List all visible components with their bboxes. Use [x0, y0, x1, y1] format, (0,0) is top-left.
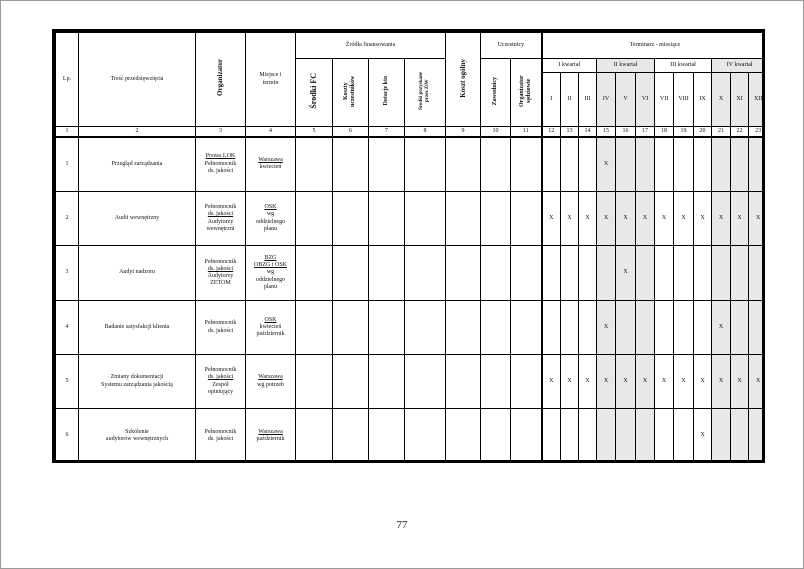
month-mark-cell: X — [694, 409, 712, 464]
month-mark-cell — [694, 137, 712, 192]
column-number: 23 — [749, 127, 765, 137]
tresc-header: Treść przedsięwzięcia — [79, 33, 196, 127]
koszt-ogolny-header: Koszt ogólny — [446, 33, 481, 127]
table-row — [56, 137, 766, 192]
empty-cell — [446, 246, 481, 301]
table-row — [56, 192, 766, 246]
month-mark-cell: X — [712, 355, 731, 409]
empty-cell — [481, 192, 511, 246]
month-mark-cell — [542, 137, 561, 192]
empty-cell — [446, 409, 481, 464]
row-tresc: Przegląd zarządzania — [79, 137, 196, 192]
month-mark-cell: X — [616, 355, 636, 409]
column-number: 22 — [731, 127, 749, 137]
row-organizator: Pełnomocnik ds. jakości Audytorzy ZETOM — [196, 246, 246, 301]
month-mark-cell: X — [597, 355, 616, 409]
month-mark-cell — [636, 301, 655, 355]
month-mark-cell: X — [749, 192, 765, 246]
column-number: 3 — [196, 127, 246, 137]
month-mark-cell — [542, 301, 561, 355]
column-number: 21 — [712, 127, 731, 137]
column-number: 20 — [694, 127, 712, 137]
empty-cell — [333, 192, 369, 246]
month-mark-cell — [674, 301, 694, 355]
month-mark-cell — [674, 246, 694, 301]
month-mark-cell: X — [731, 355, 749, 409]
column-number: 14 — [579, 127, 597, 137]
plan-table-frame — [52, 29, 765, 463]
empty-cell — [333, 409, 369, 464]
month-header: I — [542, 73, 561, 127]
column-number: 17 — [636, 127, 655, 137]
zrodla-header: Źródła finansowania — [296, 33, 446, 59]
month-mark-cell — [655, 137, 674, 192]
row-miejsce: Warszawa kwiecień — [246, 137, 296, 192]
month-mark-cell — [731, 246, 749, 301]
month-mark-cell: X — [636, 192, 655, 246]
empty-cell — [296, 355, 333, 409]
quarter-2-header: II kwartał — [597, 59, 655, 73]
month-mark-cell: X — [597, 137, 616, 192]
month-mark-cell: X — [561, 192, 579, 246]
row-number: 4 — [56, 301, 79, 355]
month-header: V — [616, 73, 636, 127]
month-mark-cell — [731, 137, 749, 192]
empty-cell — [511, 137, 542, 192]
month-mark-cell — [616, 409, 636, 464]
column-number: 9 — [446, 127, 481, 137]
month-header: II — [561, 73, 579, 127]
plan-rows — [56, 137, 766, 464]
month-mark-cell — [616, 137, 636, 192]
row-tresc: Audit wewnętrzny — [79, 192, 196, 246]
organizator-header: Organizator — [196, 33, 246, 127]
empty-cell — [405, 137, 446, 192]
month-mark-cell: X — [731, 192, 749, 246]
empty-cell — [405, 409, 446, 464]
terminarz-header: Terminarz - miesiące — [542, 33, 765, 59]
empty-cell — [296, 246, 333, 301]
row-miejsce: OSK kwiecień październik — [246, 301, 296, 355]
row-miejsce: Warszawa wg potrzeb — [246, 355, 296, 409]
table-row — [56, 301, 766, 355]
row-tresc: Szkolenie audytorów wewnętrznych — [79, 409, 196, 464]
empty-cell — [481, 137, 511, 192]
month-mark-cell — [561, 246, 579, 301]
quarter-1-header: I kwartał — [542, 59, 597, 73]
month-mark-cell — [749, 301, 765, 355]
month-mark-cell: X — [749, 355, 765, 409]
month-mark-cell: X — [579, 192, 597, 246]
empty-cell — [511, 355, 542, 409]
month-mark-cell: X — [597, 192, 616, 246]
column-number: 11 — [511, 127, 542, 137]
month-header: X — [712, 73, 731, 127]
month-mark-cell: X — [579, 355, 597, 409]
empty-cell — [333, 137, 369, 192]
column-number: 2 — [79, 127, 196, 137]
srodki-ziw-header: Środki pozyskane przez ZiW — [405, 59, 446, 127]
month-mark-cell — [712, 246, 731, 301]
month-mark-cell — [542, 409, 561, 464]
column-number: 5 — [296, 127, 333, 137]
table-row — [56, 355, 766, 409]
empty-cell — [446, 301, 481, 355]
row-organizator: Pełnomocnik ds. jakości — [196, 409, 246, 464]
table-row — [56, 409, 766, 464]
month-mark-cell: X — [712, 301, 731, 355]
empty-cell — [369, 192, 405, 246]
column-number: 18 — [655, 127, 674, 137]
month-mark-cell — [561, 301, 579, 355]
month-mark-cell — [749, 409, 765, 464]
month-mark-cell — [597, 409, 616, 464]
month-mark-cell: X — [674, 192, 694, 246]
row-miejsce: OSK wg oddzielnego planu — [246, 192, 296, 246]
row-number: 5 — [56, 355, 79, 409]
column-number: 19 — [674, 127, 694, 137]
month-mark-cell: X — [694, 192, 712, 246]
zawodnicy-header: Zawodnicy — [481, 59, 511, 127]
row-organizator: Prezes LOK Pełnomocnik ds. jakości — [196, 137, 246, 192]
empty-cell — [369, 355, 405, 409]
empty-cell — [446, 137, 481, 192]
column-number: 1 — [56, 127, 79, 137]
column-number-row — [56, 127, 766, 137]
row-miejsce: Warszawa październik — [246, 409, 296, 464]
month-mark-cell: X — [542, 355, 561, 409]
empty-cell — [296, 409, 333, 464]
row-tresc: Zmiany dokumentacji Systemu zarządzania jakością — [79, 355, 196, 409]
column-number: 7 — [369, 127, 405, 137]
row-organizator: Pełnomocnik ds. jakości Audytorzy wewnętrzni — [196, 192, 246, 246]
row-tresc: Badanie satysfakcji klienta — [79, 301, 196, 355]
month-mark-cell — [674, 137, 694, 192]
month-mark-cell: X — [542, 192, 561, 246]
month-mark-cell — [561, 137, 579, 192]
row-miejsce: BZG OBZG i OSK wg oddzielnego planu — [246, 246, 296, 301]
empty-cell — [511, 301, 542, 355]
empty-cell — [511, 246, 542, 301]
month-mark-cell: X — [655, 355, 674, 409]
month-mark-cell — [749, 246, 765, 301]
month-header: III — [579, 73, 597, 127]
miejsce-header: Miejsce i termin — [246, 33, 296, 127]
month-mark-cell — [579, 137, 597, 192]
column-number: 12 — [542, 127, 561, 137]
month-header: VII — [655, 73, 674, 127]
month-mark-cell — [712, 137, 731, 192]
month-mark-cell — [655, 246, 674, 301]
month-mark-cell — [694, 246, 712, 301]
month-mark-cell: X — [655, 192, 674, 246]
month-mark-cell — [749, 137, 765, 192]
empty-cell — [446, 355, 481, 409]
month-header: IV — [597, 73, 616, 127]
month-mark-cell — [694, 301, 712, 355]
empty-cell — [511, 409, 542, 464]
row-organizator: Pełnomocnik ds. jakości Zespół opiniujący — [196, 355, 246, 409]
month-mark-cell — [579, 301, 597, 355]
empty-cell — [296, 192, 333, 246]
month-mark-cell: X — [674, 355, 694, 409]
row-number: 2 — [56, 192, 79, 246]
month-mark-cell — [731, 301, 749, 355]
month-mark-cell — [579, 246, 597, 301]
empty-cell — [369, 246, 405, 301]
month-mark-cell — [542, 246, 561, 301]
row-number: 1 — [56, 137, 79, 192]
month-mark-cell: X — [597, 301, 616, 355]
column-number: 4 — [246, 127, 296, 137]
dotacje-header: Dotacje kto — [369, 59, 405, 127]
month-header: VI — [636, 73, 655, 127]
row-number: 3 — [56, 246, 79, 301]
empty-cell — [296, 137, 333, 192]
row-number: 6 — [56, 409, 79, 464]
month-mark-cell: X — [616, 246, 636, 301]
month-mark-cell — [616, 301, 636, 355]
uczestnicy-header: Uczestnicy — [481, 33, 542, 59]
empty-cell — [405, 301, 446, 355]
column-number: 6 — [333, 127, 369, 137]
empty-cell — [405, 246, 446, 301]
month-mark-cell — [731, 409, 749, 464]
month-mark-cell: X — [694, 355, 712, 409]
empty-cell — [296, 301, 333, 355]
empty-cell — [333, 301, 369, 355]
empty-cell — [369, 409, 405, 464]
column-number: 10 — [481, 127, 511, 137]
month-mark-cell — [655, 301, 674, 355]
month-mark-cell — [561, 409, 579, 464]
empty-cell — [333, 246, 369, 301]
empty-cell — [481, 355, 511, 409]
month-mark-cell: X — [712, 192, 731, 246]
org-sedziowie-header: Organizator sędziowie — [511, 59, 542, 127]
table-row — [56, 246, 766, 301]
month-mark-cell — [712, 409, 731, 464]
month-mark-cell — [636, 246, 655, 301]
empty-cell — [481, 246, 511, 301]
empty-cell — [446, 192, 481, 246]
empty-cell — [481, 409, 511, 464]
plan-table — [55, 32, 765, 463]
month-mark-cell: X — [636, 355, 655, 409]
month-mark-cell — [636, 137, 655, 192]
month-header: VIII — [674, 73, 694, 127]
quarter-4-header: IV kwartał — [712, 59, 765, 73]
month-mark-cell — [636, 409, 655, 464]
month-mark-cell: X — [561, 355, 579, 409]
column-number: 16 — [616, 127, 636, 137]
page-number: 77 — [396, 519, 408, 531]
quarter-3-header: III kwartał — [655, 59, 712, 73]
month-mark-cell — [655, 409, 674, 464]
lp-header: Lp. — [56, 33, 79, 127]
row-organizator: Pełnomocnik ds. jakości — [196, 301, 246, 355]
column-number: 8 — [405, 127, 446, 137]
empty-cell — [333, 355, 369, 409]
empty-cell — [405, 192, 446, 246]
empty-cell — [511, 192, 542, 246]
month-mark-cell: X — [616, 192, 636, 246]
column-number: 13 — [561, 127, 579, 137]
empty-cell — [405, 355, 446, 409]
column-number: 15 — [597, 127, 616, 137]
month-mark-cell — [597, 246, 616, 301]
month-header: IX — [694, 73, 712, 127]
month-header: XII — [749, 73, 765, 127]
month-mark-cell — [579, 409, 597, 464]
empty-cell — [369, 301, 405, 355]
row-tresc: Audyt nadzoru — [79, 246, 196, 301]
empty-cell — [481, 301, 511, 355]
srodki-fc-header: Środki FC — [296, 59, 333, 127]
empty-cell — [369, 137, 405, 192]
month-header: XI — [731, 73, 749, 127]
month-mark-cell — [674, 409, 694, 464]
koszty-header: Koszty uczestników — [333, 59, 369, 127]
